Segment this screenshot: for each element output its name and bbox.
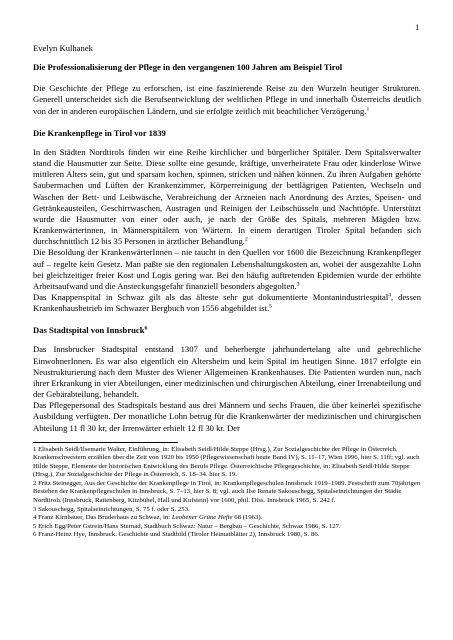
paragraph-pflegepersonal: Das Pflegepersonal des Stadtspitals bestand aus drei Männern und sechs Frauen, die über keinerlei spezifische Ausbildung verfügten. Der monatliche Lohn betrug für die Krankenwärter der medizinischen und chirurgischen Abteilung 11 fl 30 kr, der Irrenwärter erhielt 12 fl 30 kr. Der <box>33 400 421 433</box>
footnote: 6 Franz-Heinz Hye, Innsbruck. Geschichte und Stadtbild (Tiroler Heimatblätter 2), Innsbruck 1980, S. 86. <box>33 531 320 539</box>
footnote: 3 Sakouschegg, Spitalseinrichtungen, S. 75 f. oder S. 253. <box>33 505 190 513</box>
intro-text: Die Geschichte der Pflege zu erforschen, ist eine faszinierende Reise zu den Wurzeln heutiger Strukturen. Generell unterscheidet sich die Berufsentwicklung der weltlichen Pflege in und innerhalb Österreichs deutlich von der in anderen europäischen Ländern, und sie erfolgte zeitlich mit beachtlicher Verzögerung. <box>33 83 421 116</box>
footnote-divider <box>33 442 178 443</box>
author-name: Evelyn Kulhanek <box>33 43 93 53</box>
document-body <box>33 36 421 540</box>
paragraph-text: In den Städten Nordtirols finden wir eine Reihe kirchlicher und bürgerlicher Spitäler. Dem Spitalsverwalter stand die Hausmutter zur Seite. Diese sollte eine gesunde, kräftige, unverheiratete Frau oder kinderlose Witwe mittleren Alters sein, gut und sparsam kochen, spinnen, stricken und nähen können. Zu ihren Aufgaben gehörte Saubermachen und Lüften der Krankenzimmer, Körperreinigung der bettlägrigen Patienten, Wechseln und Waschen der Bett- und Leibwäsche, Verabreichung der Arzneien nach Anordnung des Arztes, Speisen- und Getränkeausteilen, Geschirrwaschen, Austragen und Reinigen der Leibschüsseln und Nachttöpfe. Unterstützt wurde die Hausmutter von einer oder auch, je nach der Größe des Spitals, mehreren Mägden bzw. Krankenwärterinnen, in Männerspitälern von Wärtern. In einem derartigen Tiroler Spital befanden sich durchschnittlich 12 bis 35 Personen in ärztlicher Behandlung. <box>33 146 421 247</box>
footnote: 1 Elisabeth Seidl/Ilsemarie Walter, Einführung, in: Elisabeth Seidl/Hilde Steppe (Hrsg.), Zur Sozialgeschichte der Pflege in Österreich. Krankenschwestern erzählen über die Zeit von 1920 bis 1950 (Pflegewissenschaft heute Band IV), S. 11–17, Wien 1996, hier S. 11ff; vgl. auch Hilde Steppe, Elemente der historischen Entwicklung des Berufs Pflege. Österreichische Pflegegeschichte, in: Elisabeth Seidl/Hilde Steppe (Hrsg.), Zur Sozialgeschichte der Pflege in Österreich, S. 18–34. hier S. 19. <box>33 445 420 479</box>
journal-title: Leobener Grüne Hefte <box>171 514 233 522</box>
paragraph-spitaeler <box>33 147 421 292</box>
page-number: 1 <box>415 22 420 32</box>
footnote-ref[interactable]: 5 <box>269 303 272 310</box>
footnote-text: 4 Franz Kirnbauer, Das Bruderhaus zu Schwaz, in: <box>33 514 172 522</box>
footnote-ref[interactable]: 6 <box>144 325 148 332</box>
footnote-ref[interactable]: 2 <box>244 236 248 243</box>
footnote-ref[interactable]: 4 <box>388 292 392 299</box>
paragraph-text: , dessen Krankenhausbetrieb im Schwazer Bergbuch von 1556 abgebildet ist. <box>33 291 421 314</box>
footnote-text: 68 (1963). <box>232 514 263 522</box>
paragraph-text: Die Besoldung der KrankenwärterInnen – nie taucht in den Quellen vor 1600 die Bezeichnung Krankenpfleger auf – regelte kein Gesetz. Man paßte sie den regionalen Lebenshaltungskosten an, wobei der ausgezahlte Lohn bei gleichzeitiger freier Kost und Logis gering war. Bei den häufig auftretenden Epidemien wurde der erhöhte Arbeitsaufwand und die Ansteckungsgefahr finanziell besonders abgegolten. <box>33 247 421 291</box>
section-heading-text: Das Stadtspital von Innsbruck <box>33 325 145 336</box>
footnote: 5 Erich Egg/Peter Gstrein/Hans Sternad, Stadtbuch Schwaz: Natur – Bergbau – Geschichte, Schwaz 1986, S. 127. <box>33 522 341 530</box>
footnote-ref[interactable]: 1 <box>366 106 370 113</box>
footnote-ref[interactable]: 3 <box>296 281 300 288</box>
intro-paragraph <box>33 83 421 116</box>
footnotes <box>33 446 421 540</box>
paper-title: Die Professionalisierung der Pflege in den vergangenen 100 Jahren am Beispiel Tirol <box>33 62 343 73</box>
section-heading-stadtspital <box>33 325 421 336</box>
paragraph-stadtspital: Das Innsbrucker Stadtspital entstand 1307 und beherbergte jahrhundertelang alte und gebrechliche EinwohnerInnen. Es war also eigentlich ein Altersheim und kein Spital im heutigen Sinne. 1817 erfolgte ein Neustrukturierung nach dem Muster des Wiener Allgemeinen Krankenhauses. Die Patienten wurden nun, nach ihrer Erkrankung in vier Abteilungen, einer medizinischen und chirurgischen Abteilung, einer Irrenabteilung und der Gebärabteilung, behandelt. <box>33 344 421 400</box>
paragraph-knappenspital <box>33 292 421 314</box>
footnote <box>33 514 421 523</box>
section-heading-krankenpflege: Die Krankenpflege in Tirol vor 1839 <box>33 127 166 138</box>
footnote: 2 Fritz Steinegger, Aus der Geschichte der Krankenpflege in Tirol, in: Krankenpflegeschulen Innsbruck 1919–1989. Festschrift zum 70jährigen Bestehen der Krankenpflegeschulen in Innsbruck, S. 7–13, hier S. 8; vgl. auch Ilse Renate Sakouschegg, Spitalseinrichtungen der Städte Nordtirols (Innsbruck, Rattenberg, Kitzbühel, Hall und Kufstein) vor 1600, phil. Diss. Innsbruck 1965, S. 242 f. <box>33 479 421 504</box>
paragraph-text: Das Knappenspital in Schwaz gilt als das älteste sehr gut dokumentierte Montanindustriespital <box>33 291 389 302</box>
